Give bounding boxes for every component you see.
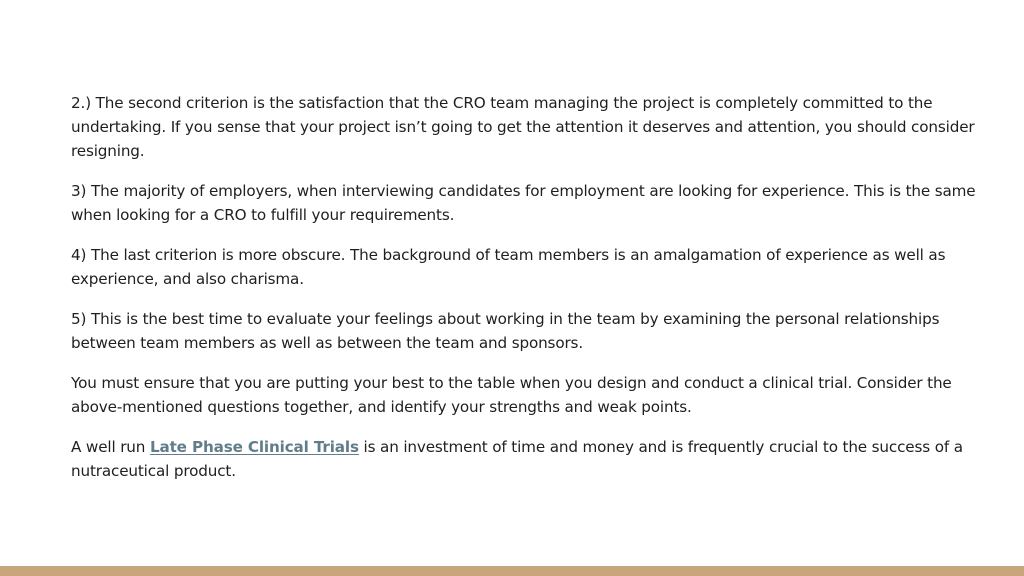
closing-text-before: A well run: [71, 438, 150, 456]
late-phase-clinical-trials-link[interactable]: Late Phase Clinical Trials: [149, 438, 359, 456]
paragraph-criterion-3: 3) The majority of employers, when interviewing candidates for employment are looking for experience. This is the same when looking for a CRO to fulfill your requirements.: [71, 182, 976, 224]
paragraph-closing: [71, 435, 983, 483]
paragraph-criterion-2: 2.) The second criterion is the satisfaction that the CRO team managing the project is completely committed to the undertaking. If you sense that your project isn’t going to get the attention it deserves and attention, you should consider resigning.: [71, 94, 975, 160]
closing-text-after: is an investment of time and money and is frequently crucial to the success of a nutraceutical product.: [71, 438, 963, 480]
footer-accent-bar: [0, 566, 1024, 576]
paragraph-criterion-5: 5) This is the best time to evaluate your feelings about working in the team by examining the personal relationships between team members as well as between the team and sponsors.: [71, 310, 940, 352]
text-body: [71, 91, 983, 499]
paragraph-conclusion: You must ensure that you are putting your best to the table when you design and conduct a clinical trial. Consider the above-mentioned questions together, and identify your strengths and weak points.: [71, 374, 952, 416]
paragraph-criterion-4: 4) The last criterion is more obscure. The background of team members is an amalgamation of experience as well as experience, and also charisma.: [71, 246, 946, 288]
